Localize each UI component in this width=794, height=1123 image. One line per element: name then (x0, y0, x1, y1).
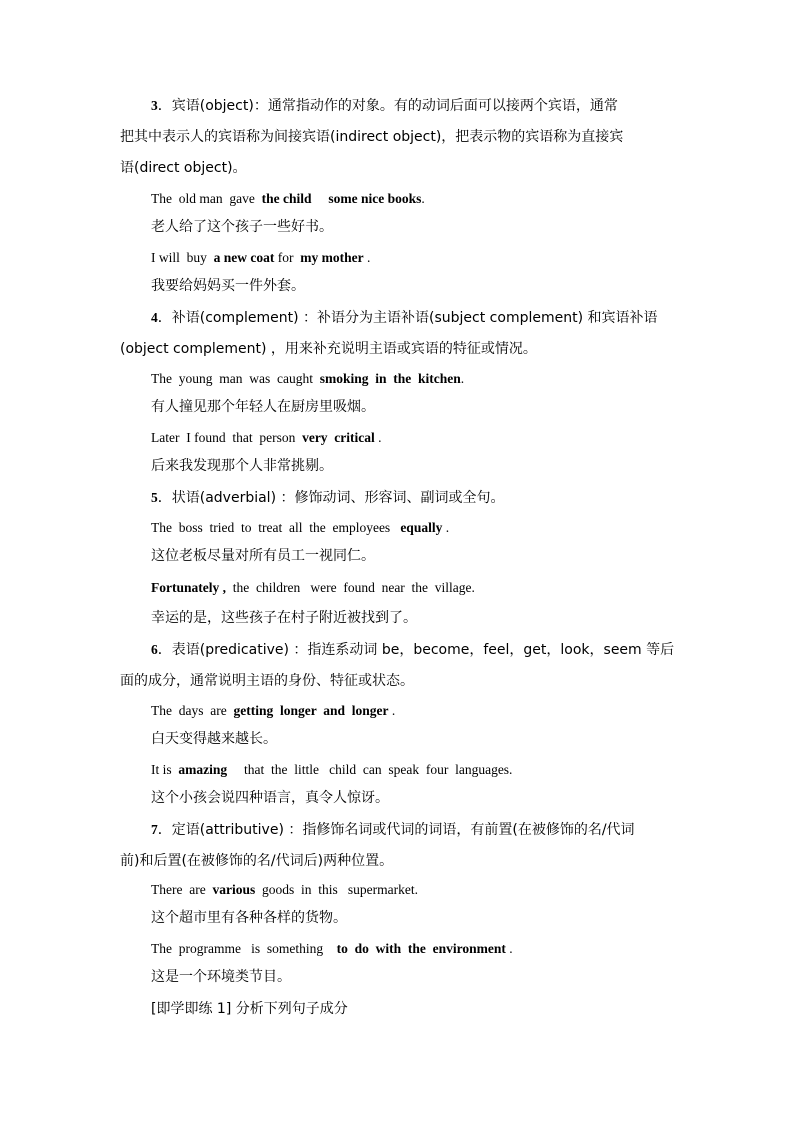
section-number: 4 (151, 310, 158, 325)
example-zh: 这是一个环境类节目。 (151, 969, 291, 985)
example-en: Fortunately , the children were found near the village. (151, 580, 475, 595)
section-3-line-2: 把其中表示人的宾语称为间接宾语(indirect object)，把表示物的宾语称为直接宾 (120, 129, 624, 145)
section-number: 3 (151, 98, 158, 113)
section-3-line-3: 语(direct object)。 (120, 160, 247, 176)
practice-heading: [即学即练 1] 分析下列句子成分 (151, 1001, 348, 1017)
example-en: The boss tried to treat all the employees equally . (151, 520, 450, 535)
example-zh: 后来我发现那个人非常挑剔。 (151, 458, 333, 474)
example-zh: 白天变得越来越长。 (151, 731, 277, 747)
example-en: The young man was caught smoking in the kitchen. (151, 371, 465, 386)
section-4-line-1: 4．补语(complement) ：补语分为主语补语(subject complement) 和宾语补语 (151, 310, 658, 326)
section-4-line-2: (object complement) ，用来补充说明主语或宾语的特征或情况。 (120, 341, 537, 357)
example-en: The days are getting longer and longer . (151, 703, 396, 718)
example-zh: 有人撞见那个年轻人在厨房里吸烟。 (151, 399, 375, 415)
section-3-line-1: 3．宾语(object)：通常指动作的对象。有的动词后面可以接两个宾语，通常 (151, 98, 618, 114)
example-en: There are various goods in this supermarket. (151, 882, 418, 897)
section-7-line-2: 前)和后置(在被修饰的名/代词后)两种位置。 (120, 853, 394, 869)
example-zh: 幸运的是，这些孩子在村子附近被找到了。 (151, 610, 417, 626)
example-en: The old man gave the child some nice books. (151, 191, 425, 206)
example-en: I will buy a new coat for my mother . (151, 250, 371, 265)
example-zh: 这个超市里有各种各样的货物。 (151, 910, 347, 926)
section-7-line-1: 7．定语(attributive) ：指修饰名词或代词的词语，有前置(在被修饰的名/代词 (151, 822, 635, 838)
section-number: 5 (151, 490, 158, 505)
example-zh: 这位老板尽量对所有员工一视同仁。 (151, 548, 375, 564)
example-zh: 老人给了这个孩子一些好书。 (151, 219, 333, 235)
section-number: 6 (151, 642, 158, 657)
example-en: Later I found that person very critical . (151, 430, 382, 445)
example-en: The programme is something to do with the environment . (151, 941, 513, 956)
example-en: It is amazing that the little child can speak four languages. (151, 762, 513, 777)
section-6-line-2: 面的成分，通常说明主语的身份、特征或状态。 (120, 673, 414, 689)
example-zh: 这个小孩会说四种语言，真令人惊讶。 (151, 790, 389, 806)
section-5-line-1: 5．状语(adverbial) ：修饰动词、形容词、副词或全句。 (151, 490, 505, 506)
example-zh: 我要给妈妈买一件外套。 (151, 278, 305, 294)
section-number: 7 (151, 822, 158, 837)
section-6-line-1: 6．表语(predicative) ：指连系动词 be，become，feel，get，look，seem 等后 (151, 642, 675, 658)
